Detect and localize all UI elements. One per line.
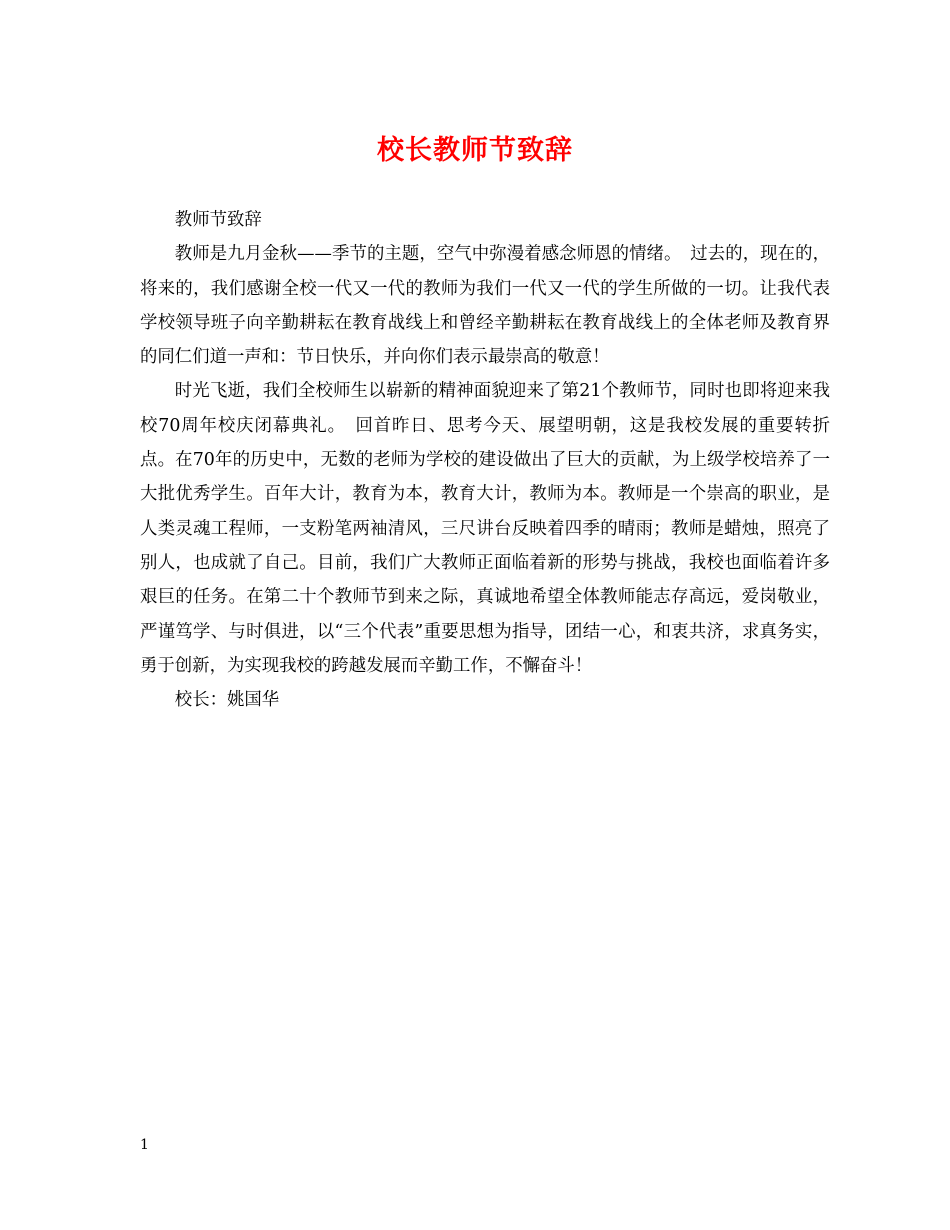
paragraph-heading: 教师节致辞 [174,210,262,230]
document-body [140,203,830,717]
page-number: 1 [140,1137,149,1153]
document-title: 校长教师节致辞 [377,135,573,166]
paragraph-2: 时光飞逝，我们全校师生以崭新的精神面貌迎来了第21个教师节，同时也即将迎来我校70周年校庆闭幕典礼。 回首昨日、思考今天、展望明朝，这是我校发展的重要转折点。在70年的历史中，无数的老师为学校的建设做出了巨大的贡献，为上级学校培养了一大批优秀学生。百年大计，教育为本，教育大计，教师为本。教师是一个崇高的职业，是人类灵魂工程师，一支粉笔两袖清风，三尺讲台反映着四季的晴雨；教师是蜡烛，照亮了别人，也成就了自己。目前，我们广大教师正面临着新的形势与挑战，我校也面临着许多艰巨的任务。在第二十个教师节到来之际，真诚地希望全体教师能志存高远，爱岗敬业，严谨笃学、与时俱进，以“三个代表”重要思想为指导，团结一心，和衷共济，求真务实，勇于创新，为实现我校的跨越发展而辛勤工作，不懈奋斗！ [140,381,830,676]
signature-line: 校长：姚国华 [174,690,280,711]
paragraph-1: 教师是九月金秋——季节的主题，空气中弥漫着感念师恩的情绪。 过去的，现在的，将来的，我们感谢全校一代又一代的教师为我们一代又一代的学生所做的一切。让我代表学校领导班子向辛勤耕耘在教育战线上和曾经辛勤耕耘在教育战线上的全体老师及教育界的同仁们道一声和：节日快乐，并向你们表示最崇高的敬意！ [140,244,830,368]
